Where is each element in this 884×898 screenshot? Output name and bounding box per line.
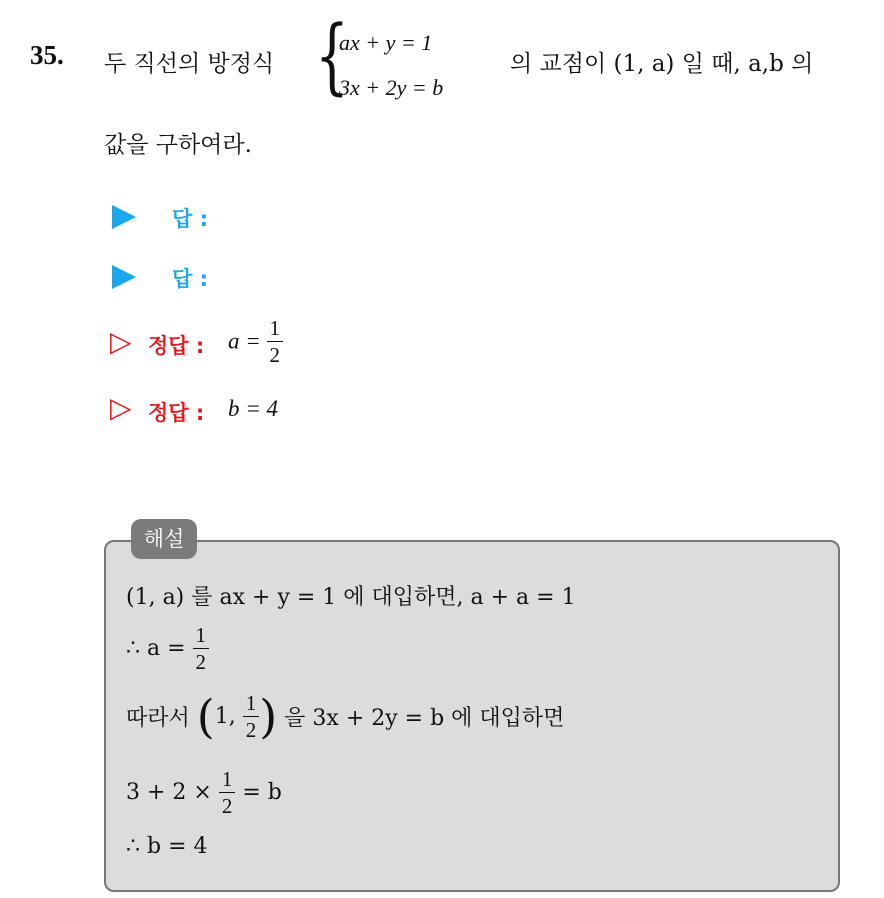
play-arrow-icon: [112, 265, 136, 289]
play-arrow-icon: [112, 205, 136, 229]
solution-line-4-prefix: 3 + 2 ×: [126, 780, 212, 805]
right-paren: ): [259, 689, 278, 744]
system-equation-1: ax + y = 1: [339, 30, 433, 55]
solution-line-3-prefix: 따라서: [126, 706, 190, 731]
correct-answer-b: b = 4: [228, 396, 279, 421]
solution-line-2-prefix: ∴ a =: [126, 636, 186, 661]
left-paren: (: [196, 689, 215, 744]
fraction-numerator: 1: [219, 766, 236, 793]
fraction-denominator: 2: [221, 794, 233, 818]
question-text-before: 두 직선의 방정식: [104, 51, 275, 77]
fraction-denominator: 2: [195, 650, 207, 674]
answer-a-fraction: [267, 315, 284, 368]
solution-line-4-fraction: [219, 766, 236, 819]
solution-line-4-suffix: = b: [242, 780, 282, 805]
outline-triangle-icon: ▷: [110, 325, 132, 358]
solution-line-3-fraction: [243, 690, 260, 743]
solution-line-2: [126, 622, 209, 675]
solution-line-3-inner: 1,: [214, 704, 236, 729]
fraction-numerator: 1: [243, 690, 260, 717]
fraction-numerator: 1: [267, 315, 284, 342]
answer-a-lhs: a =: [228, 328, 261, 354]
solution-line-1: (1, a) 를 ax + y = 1 에 대입하면, a + a = 1: [126, 585, 576, 610]
solution-line-3-suffix: 을 3x + 2y = b 에 대입하면: [284, 706, 565, 731]
correct-answer-a: [228, 315, 283, 368]
solution-tab: 해설: [131, 519, 197, 559]
question-number: 35.: [30, 40, 64, 70]
solution-line-4: [126, 766, 282, 819]
fraction-denominator: 2: [245, 718, 257, 742]
fraction-denominator: 2: [269, 343, 281, 367]
solution-line-5: ∴ b = 4: [126, 834, 208, 859]
answer-blank-label-2: 답 :: [172, 267, 208, 291]
question-text-line2: 값을 구하여라.: [104, 132, 252, 158]
answer-blank-label-1: 답 :: [172, 207, 208, 231]
system-equation-2: 3x + 2y = b: [339, 75, 444, 100]
solution-line-2-fraction: [193, 622, 210, 675]
correct-answer-label-2: 정답 :: [148, 401, 205, 425]
system-brace: {: [315, 9, 349, 104]
fraction-numerator: 1: [193, 622, 210, 649]
outline-triangle-icon: ▷: [110, 391, 132, 424]
solution-line-3: [126, 690, 564, 743]
correct-answer-label-1: 정답 :: [148, 334, 205, 358]
question-text-after: 의 교점이 (1, a) 일 때, a,b 의: [510, 51, 814, 77]
